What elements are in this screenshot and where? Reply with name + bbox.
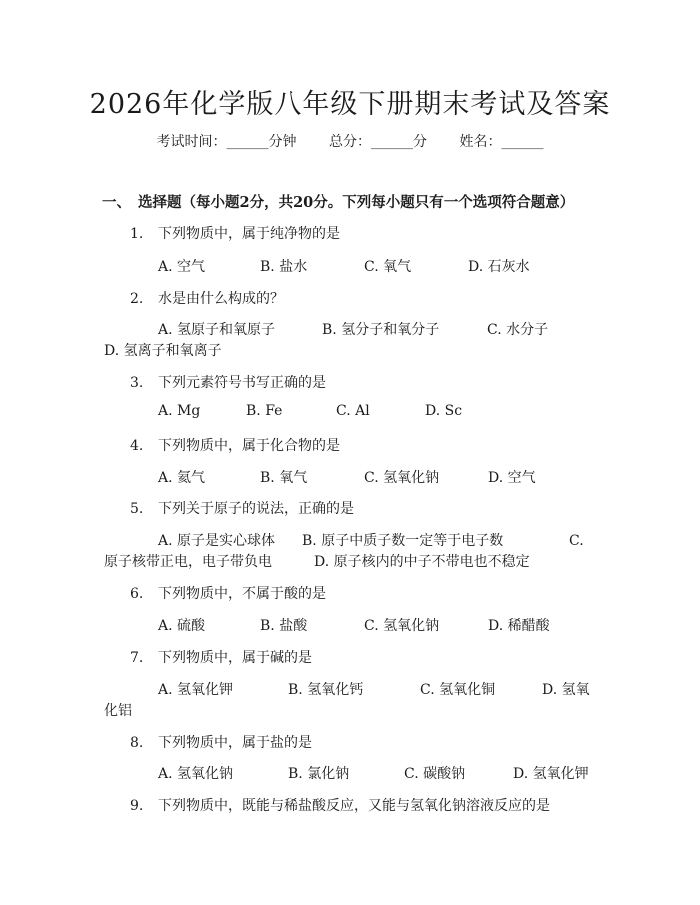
- question-1-options: [158, 256, 530, 276]
- question-number: 1.: [130, 226, 144, 242]
- question-number: 4.: [130, 438, 144, 454]
- option-b: B. 氯化钠: [288, 766, 350, 782]
- option-d: D. 原子核内的中子不带电也不稳定: [314, 554, 530, 570]
- option-a: A. 氢原子和氧原子: [158, 322, 276, 338]
- option-c: C. 氢氧化钠: [364, 470, 440, 486]
- question-text: 水是由什么构成的？: [158, 291, 284, 307]
- option-d: D. 氢离子和氧离子: [104, 343, 222, 359]
- question-2-options: [158, 319, 548, 339]
- option-c: C. 碳酸钠: [404, 766, 466, 782]
- question-2: [130, 288, 284, 308]
- question-number: 3.: [130, 375, 144, 391]
- option-b: B. 盐酸: [260, 618, 308, 634]
- question-4-options: [158, 467, 536, 487]
- question-4: [130, 435, 340, 455]
- option-b: B. 原子中质子数一定等于电子数: [302, 533, 504, 549]
- option-d: D. 石灰水: [468, 259, 530, 275]
- option-c: C. 氢氧化铜: [420, 682, 496, 698]
- question-number: 8.: [130, 735, 144, 751]
- student-name: 姓名：______: [459, 134, 544, 150]
- question-3-options: [158, 403, 462, 419]
- option-d: D. 氢氧: [542, 682, 590, 698]
- section-title: 选择题（每小题2分，共20分。下列每小题只有一个选项符合题意）: [138, 194, 575, 211]
- section-heading: [102, 191, 574, 212]
- option-d: D. 氢氧化钾: [513, 766, 589, 782]
- question-8: [130, 732, 312, 752]
- option-d-continued: 化铝: [104, 703, 132, 719]
- option-b: B. 氢氧化钙: [288, 682, 364, 698]
- option-c: C. Al: [336, 403, 370, 419]
- question-text: 下列物质中，属于化合物的是: [158, 438, 340, 454]
- option-a: A. Mg: [158, 403, 201, 419]
- page-title: 2026年化学版八年级下册期末考试及答案: [89, 89, 611, 120]
- question-number: 2.: [130, 291, 144, 307]
- question-3: [130, 372, 326, 392]
- question-number: 7.: [130, 650, 144, 666]
- option-d: D. Sc: [425, 403, 463, 419]
- option-c: C. 氢氧化钠: [364, 618, 440, 634]
- question-number: 5.: [130, 501, 144, 517]
- option-c: C. 水分子: [487, 322, 549, 338]
- option-a: A. 空气: [158, 259, 206, 275]
- question-6-options: [158, 615, 550, 635]
- question-text: 下列物质中，既能与稀盐酸反应，又能与氢氧化钠溶液反应的是: [158, 798, 550, 814]
- option-b: B. 氧气: [260, 470, 308, 486]
- question-text: 下列关于原子的说法，正确的是: [158, 501, 354, 517]
- option-b: B. 氢分子和氧分子: [322, 322, 440, 338]
- exam-time: 考试时间：______分钟: [156, 134, 297, 150]
- question-2-options-wrap: [104, 340, 222, 360]
- question-9: [130, 795, 550, 815]
- question-8-options: [158, 763, 589, 783]
- question-text: 下列物质中，属于纯净物的是: [158, 226, 340, 242]
- question-7: [130, 647, 312, 667]
- option-c-continued: 原子核带正电，电子带负电: [104, 554, 272, 570]
- option-d: D. 稀醋酸: [488, 618, 550, 634]
- question-6: [130, 583, 326, 603]
- section-number: 一、: [102, 194, 131, 211]
- option-a: A. 硫酸: [158, 618, 206, 634]
- option-a: A. 氦气: [158, 470, 206, 486]
- option-d: D. 空气: [488, 470, 536, 486]
- option-a: A. 氢氧化钠: [158, 766, 234, 782]
- question-5: [130, 498, 354, 518]
- question-1: [130, 223, 340, 243]
- question-7-options-wrap: [104, 700, 132, 720]
- question-text: 下列元素符号书写正确的是: [158, 375, 326, 391]
- option-b: B. Fe: [246, 403, 283, 419]
- question-text: 下列物质中，不属于酸的是: [158, 586, 326, 602]
- option-b: B. 盐水: [260, 259, 308, 275]
- question-text: 下列物质中，属于碱的是: [158, 650, 312, 666]
- option-c: C.: [569, 533, 584, 549]
- option-a: A. 氢氧化钾: [158, 682, 234, 698]
- question-5-options: [158, 530, 584, 550]
- exam-score: 总分：______分: [329, 134, 427, 150]
- question-text: 下列物质中，属于盐的是: [158, 735, 312, 751]
- question-number: 9.: [130, 798, 144, 814]
- exam-meta: [0, 131, 700, 151]
- question-number: 6.: [130, 586, 144, 602]
- option-c: C. 氧气: [364, 259, 412, 275]
- question-7-options: [158, 679, 590, 699]
- question-5-options-wrap: [104, 551, 530, 571]
- option-a: A. 原子是实心球体: [158, 533, 276, 549]
